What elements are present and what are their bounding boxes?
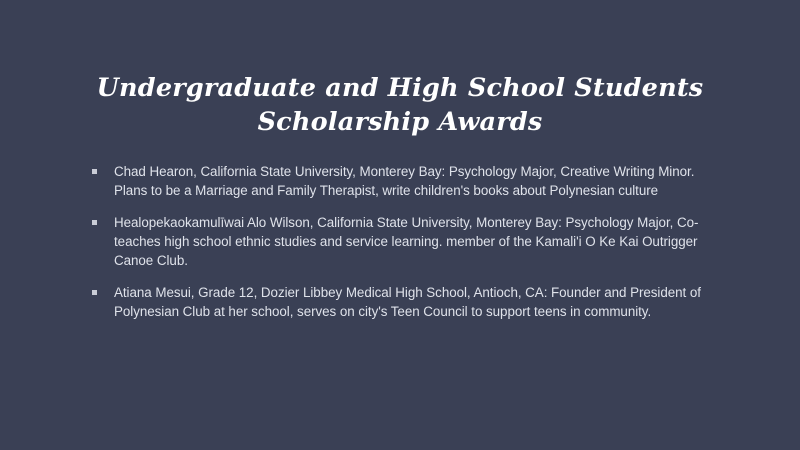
list-item-text: Chad Hearon, California State University, Monterey Bay: Psychology Major, Creative Writing Minor. Plans to be a Marriage and Family Therapist, write children's books about Polynesian culture	[114, 164, 695, 199]
list-item-text: Healopekaokamulīwai Alo Wilson, California State University, Monterey Bay: Psychology Major, Co-teaches high school ethnic studies and service learning. member of the Kamali'i O Ke Kai Outrigger Canoe Club.	[114, 215, 699, 269]
list-item	[88, 283, 728, 321]
list-item-text: Atiana Mesui, Grade 12, Dozier Libbey Medical High School, Antioch, CA: Founder and President of Polynesian Club at her school, serves on city's Teen Council to support teens in community.	[114, 285, 701, 320]
list-item	[88, 162, 728, 200]
page-title: Undergraduate and High School Students Scholarship Awards	[96, 73, 704, 137]
list-item	[88, 213, 728, 270]
square-bullet-icon	[92, 220, 97, 225]
square-bullet-icon	[92, 169, 97, 174]
square-bullet-icon	[92, 290, 97, 295]
bullet-list	[88, 162, 728, 334]
